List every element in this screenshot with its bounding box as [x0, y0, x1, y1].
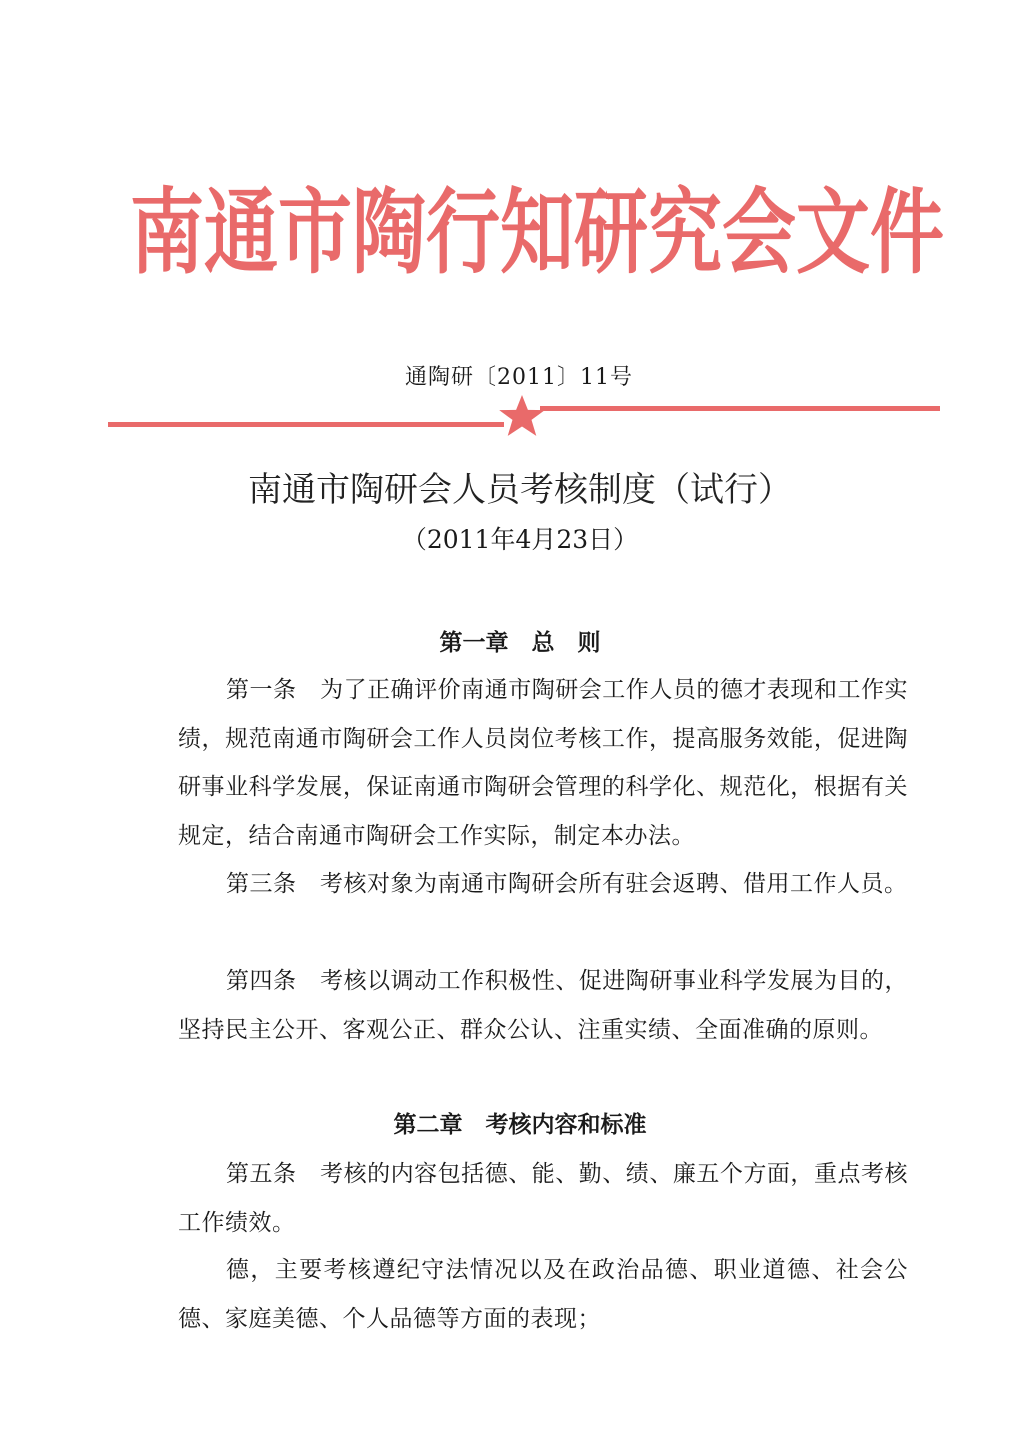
divider-line-left [108, 422, 504, 427]
masthead-char: 会 [722, 179, 796, 287]
masthead-char: 知 [500, 179, 574, 287]
star-icon [499, 395, 545, 436]
red-divider [108, 395, 940, 439]
article-5: 第五条 考核的内容包括德、能、勤、绩、廉五个方面，重点考核工作绩效。 [178, 1161, 908, 1236]
article-1: 第一条 为了正确评价南通市陶研会工作人员的德才表现和工作实绩，规范南通市陶研会工作人员岗位考核工作，提高服务效能，促进陶研事业科学发展，保证南通市陶研会管理的科学化、规范化，根据有关规定，结合南通市陶研会工作实际，制定本办法。 [178, 677, 908, 849]
masthead-char: 文 [796, 179, 870, 287]
masthead-char: 件 [870, 179, 944, 287]
masthead-char: 南 [130, 179, 204, 287]
chapter-heading-2: 第二章 考核内容和标准 [393, 1112, 647, 1138]
masthead-char: 行 [426, 179, 500, 287]
masthead-title [130, 178, 944, 288]
masthead-char: 陶 [352, 179, 426, 287]
document-title: 南通市陶研会人员考核制度（试行） [248, 470, 792, 510]
document-date: （2011年4月23日） [401, 525, 639, 554]
divider-line-right [540, 406, 940, 411]
masthead-char: 究 [648, 179, 722, 287]
article-4: 第四条 考核以调动工作积极性、促进陶研事业科学发展为目的，坚持民主公开、客观公正、群众公认、注重实绩、全面准确的原则。 [178, 968, 908, 1043]
article-3: 第三条 考核对象为南通市陶研会所有驻会返聘、借用工作人员。 [226, 871, 908, 897]
document-number: 通陶研〔2011〕11号 [405, 365, 633, 390]
masthead-char: 市 [278, 179, 352, 287]
masthead-char: 通 [204, 179, 278, 287]
chapter-heading-1: 第一章 总 则 [439, 630, 601, 656]
masthead-char: 研 [574, 179, 648, 287]
virtue-clause: 德，主要考核遵纪守法情况以及在政治品德、职业道德、社会公德、家庭美德、个人品德等方面的表现； [178, 1257, 908, 1332]
